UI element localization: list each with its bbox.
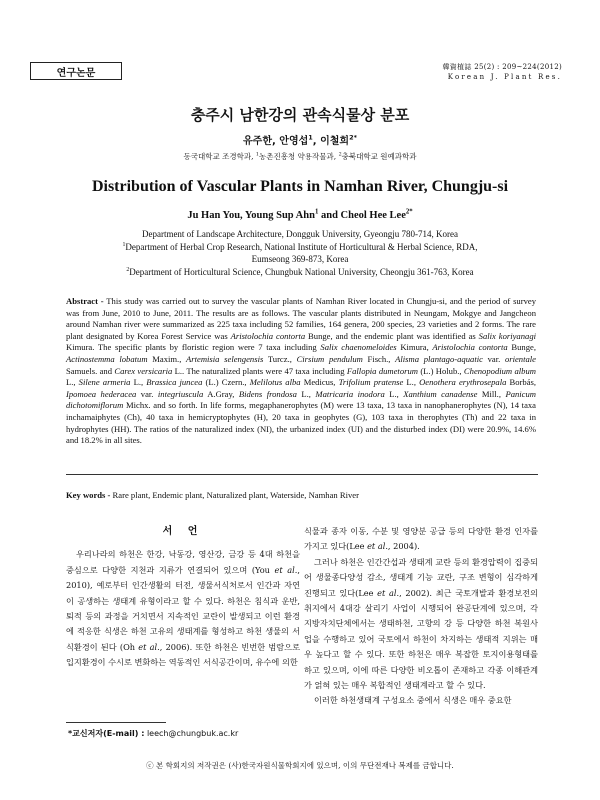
abstract-text: L.,	[384, 388, 404, 399]
species-name: Aristolochia contorta	[230, 330, 306, 341]
affil-kr-sup1: 1	[255, 151, 259, 158]
species-name: Panicum dichotomiflorum	[66, 388, 537, 411]
species-name: Alisma plantago-aquatic	[395, 353, 483, 364]
abstract-label: Abstract -	[66, 296, 104, 306]
affil-kr-1: 농촌진흥청 약용작물과,	[258, 152, 337, 161]
abstract-text: Kimura,	[396, 342, 433, 353]
citation-etal: et al.	[274, 564, 298, 575]
korean-authors	[0, 132, 600, 147]
intro-paragraph-1-cont	[304, 524, 538, 555]
abstract-text: var.	[482, 353, 505, 364]
author-kr-2-sup: 1	[308, 133, 313, 142]
affil-en-line3: Eumseong 369-873, Korea	[251, 254, 349, 264]
species-name: orientale	[504, 353, 536, 364]
abstract-text: Michx. and so forth. In life forms, megaphanerophytes (M) were 13 taxa, 13 taxa in nanophanerophytes (N), 14 taxa inchamaiphytes (Ch), 40 taxa in hemicryptophytes (H), 20 taxa in geophytes (G), 103 taxa in therophytes (Th) and 22 taxa in hydrophytes (HH). The ratios of the naturalized index (NI), the urbanized index (UI) and the disturbed index (DI) were 20.9%, 14.6% and 18.2% in all sites.	[66, 400, 536, 446]
body-text: 그러나 하천은 인간간섭과 생태계 교란 등의 환경압력이 집중되어 생물종다양성 감소, 생태계 기능 교란, 구조 변형이 심각하게 진행되고 있다(Lee	[304, 556, 538, 598]
author-kr-3: , 이철희	[312, 136, 350, 147]
author-en-2: and Cheol Hee Lee	[318, 210, 406, 221]
species-name: Xanthium canadense	[403, 388, 478, 399]
body-column-left	[66, 524, 300, 671]
body-text: , 2002). 최근 국토개발과 환경보전의 취지에서 4대강 살리기 사업이 시행되어 완공단계에 있으며, 각 지방자치단체에서는 생태하천, 고향의 강 등 다양한 하천 복원사업을 수행하고 있어 국토에서 하천이 차지하는 생태적 지위는 매우 높다고 할 수 있다. 또한 하천은 매우 복잡한 토지이용형태를 하고 있으며, 이에 따른 다양한 비오톱이 존재하고 각종 이해관계가 얽혀 있는 매우 복합적인 생태계라고 할 수 있다.	[304, 587, 538, 691]
abstract-text: L.,	[403, 377, 420, 388]
author-en-2-sup: 2*	[405, 208, 413, 216]
abstract	[66, 296, 536, 447]
affil-en-sup1: 1	[122, 241, 126, 248]
abstract-text: Bunge, and the endemic plant was identified as	[305, 330, 479, 341]
species-name: Fallopia dumetorum	[346, 365, 418, 376]
abstract-text: Borbás,	[506, 377, 537, 388]
keywords-text: Rare plant, Endemic plant, Naturalized plant, Waterside, Namhan River	[110, 490, 359, 500]
affil-en-line1: Department of Landscape Architecture, Dongguk University, Gyeongju 780-714, Korea	[141, 229, 459, 239]
author-en-1-sup: 1	[314, 208, 319, 216]
species-name: Oenothera erythrosepala	[419, 377, 507, 388]
article-type-badge: 연구논문	[30, 62, 122, 80]
abstract-text: (L.) Holub.,	[417, 365, 464, 376]
citation-etal: et al.	[377, 587, 400, 598]
body-text: 식물과 종자 이동, 수분 및 영양분 공급 등의 다양한 환경 인자를 가지고 있다(Lee	[304, 526, 538, 552]
body-text: , 2004).	[387, 541, 420, 552]
citation-etal: et al.	[367, 541, 388, 552]
abstract-text: Bunge,	[507, 342, 536, 353]
abstract-text: L.. The naturalized plants were 47 taxa including	[172, 365, 347, 376]
species-name: Carex versicaria	[114, 365, 173, 376]
journal-citation	[442, 62, 562, 82]
korean-title: 충주시 남한강의 관속식물상 분포	[190, 106, 410, 124]
species-name: Matricaria inodora	[315, 388, 385, 399]
affil-en-line4: Department of Horticultural Science, Chungbuk National University, Cheongju 361-763, Korea	[129, 266, 474, 277]
species-name: Salix chaenomeloides	[320, 342, 397, 353]
divider	[66, 474, 538, 475]
affil-en-line4-wrap	[0, 266, 600, 279]
species-name: Silene armeria	[78, 377, 131, 388]
corresponding-author-footnote	[68, 728, 238, 739]
affil-kr-2: 충북대학교 원예과학과	[341, 152, 417, 161]
species-name: Brassica juncea	[146, 377, 203, 388]
keywords-label: Key words -	[66, 490, 111, 500]
korean-affiliations	[0, 151, 600, 162]
species-name: Ipomoea hederacea	[66, 388, 137, 399]
footnote-label: *교신저자(E-mail) :	[68, 729, 145, 738]
affil-en-sup2: 2	[126, 266, 130, 273]
abstract-text: Medicus,	[300, 377, 339, 388]
author-kr-2: 안영섭	[279, 136, 309, 147]
species-name: Cirsium pendulum	[296, 353, 363, 364]
species-name: Bidens frondosa	[238, 388, 297, 399]
english-title: Distribution of Vascular Plants in Namhan River, Chungju-si	[91, 178, 509, 195]
author-en-1: Ju Han You, Young Sup Ahn	[187, 210, 315, 221]
abstract-text: Fisch.,	[362, 353, 396, 364]
english-affiliations	[0, 228, 600, 278]
author-kr-1: 유주한,	[243, 136, 276, 147]
copyright-notice: ⓒ 본 학회지의 저작권은 (사)한국자원식물학회지에 있으며, 이의 무단전재나 복제를 금합니다.	[146, 761, 454, 770]
abstract-text: Maxim.,	[147, 353, 187, 364]
abstract-text: L.,	[66, 377, 79, 388]
body-text: 우리나라의 하천은 한강, 낙동강, 영산강, 금강 등 4대 하천을 중심으로 다양한 지천과 지류가 연결되어 있으며 (You	[66, 549, 300, 575]
body-column-right	[304, 524, 538, 709]
abstract-text: A.Gray,	[203, 388, 239, 399]
footnote-email: leech@chungbuk.ac.kr	[144, 729, 239, 738]
species-name: Melilotus alba	[249, 377, 301, 388]
body-text: , 2006). 또한 하천은 빈번한 범람으로 입지환경이 수시로 변화하는 역동적인 서식공간이며, 유수에 의한	[66, 641, 300, 668]
abstract-text: var.	[136, 388, 158, 399]
abstract-text: Samuels. and	[66, 365, 115, 376]
abstract-text: Turcz.,	[263, 353, 297, 364]
intro-paragraph-1	[66, 547, 300, 670]
citation-etal: et al.	[138, 641, 160, 652]
species-name: Trifolium pratense	[338, 377, 404, 388]
affil-en-line2: Department of Herbal Crop Research, National Institute of Horticultural & Herbal Science, RDA,	[125, 241, 478, 252]
abstract-text: This study was carried out to survey the vascular plants of Namhan River located in Chungju-si, and the period of survey was from June, 2010 to June, 2011. The results are as follows. The vascular plants distributed in Neungam, Mokgye and Jangcheon around Namhan river were summarized as 225 taxa including 52 families, 164 genera, 200 species, 23 varieties and 2 forms. The rare plant designated by Korea Forest Service was	[66, 296, 536, 341]
species-name: Salix koriyanagi	[478, 330, 537, 341]
species-name: Actinostemma lobatum	[66, 353, 148, 364]
affil-en-line2-wrap	[0, 241, 600, 254]
abstract-text: Kimura. The specific plants by floristic region were 7 taxa including	[66, 342, 321, 353]
species-name: Artemisia selengensis	[186, 353, 264, 364]
abstract-text: L.,	[130, 377, 147, 388]
abstract-text: Mill.,	[477, 388, 506, 399]
journal-name-line: Korean J. Plant Res.	[447, 73, 562, 81]
author-kr-3-sup: 2*	[349, 133, 357, 142]
section-heading-intro: 서 언	[162, 526, 204, 537]
species-name: integriuscula	[157, 388, 204, 399]
english-authors	[0, 210, 600, 221]
species-name: Aristolochia contorta	[432, 342, 508, 353]
abstract-text: (L.) Czern.,	[202, 377, 250, 388]
species-name: Chenopodium album	[463, 365, 536, 376]
abstract-text: L.,	[296, 388, 316, 399]
affil-kr-0: 동국대학교 조경학과,	[183, 152, 254, 161]
footnote-divider	[66, 722, 166, 723]
affil-kr-sup2: 2	[338, 151, 342, 158]
keywords	[66, 490, 546, 500]
intro-paragraph-3: 이러한 하천생태계 구성요소 중에서 식생은 매우 중요한	[314, 695, 512, 706]
journal-citation-line1: 韓資植誌 25(2) : 209~224(2012)	[442, 63, 562, 71]
intro-paragraph-2	[304, 555, 538, 694]
body-text: , 2010), 예로부터 인간생활의 터전, 생물서식처로서 인간과 자연이 공생하는 생태계 유형이라고 할 수 있다. 하천은 침식과 운반, 퇴적 등의 과정을 거치면서 지속적인 교란이 발생되고 이런 환경에 적응한 식생은 하천 고유의 생태계를 형성하고 하천 생물의 서식환경이 된다 (Oh	[66, 564, 300, 652]
